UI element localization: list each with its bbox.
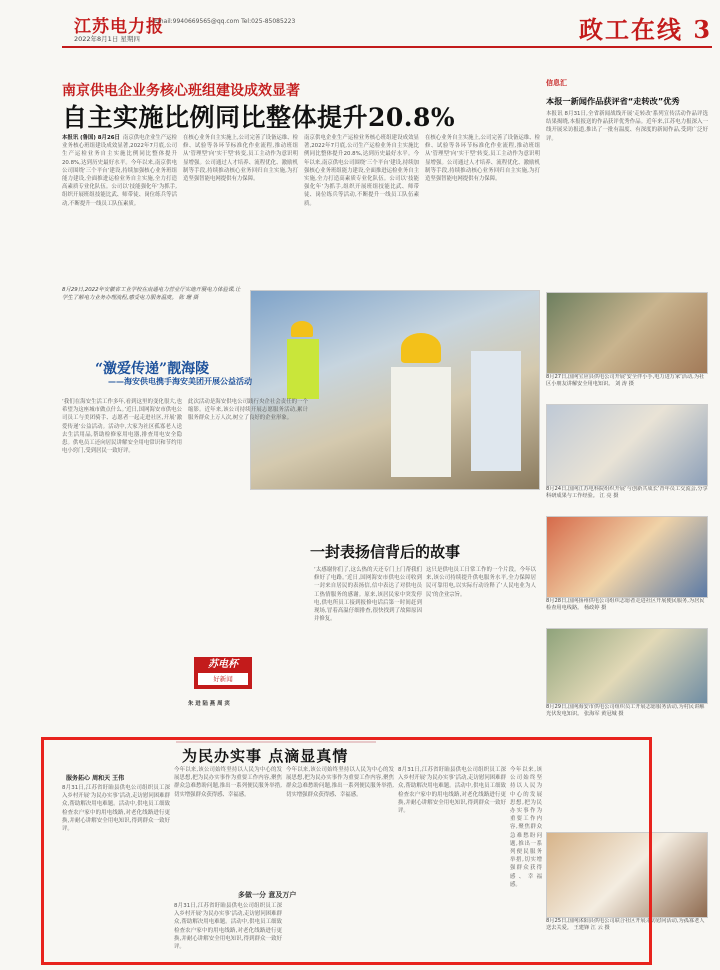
vest-graphic	[287, 339, 319, 399]
sidebar-caption-2: 8月24日,国网江苏电科院组织开展‘与创新共成长’青年员工交流会,分享科研成果与工作经验。 江 亮 摄	[546, 486, 708, 500]
sidebar-body: 本报讯 8月31日,全省新闻战线开展‘走转改’系列宣传活动作品评选结果揭晓,本报报送的作品获评优秀作品。近年来,江苏电力报深入一线开展采访报道,推出了一批有温度、有深度的新闻作品,受到广泛好评。	[546, 111, 708, 142]
sidebar-image	[546, 292, 708, 374]
sidebar-photo-2	[546, 404, 708, 510]
story1-byline: 本报讯 (鲁国) 8月26日	[62, 135, 120, 141]
shirt-graphic	[391, 367, 451, 477]
section-title: 政工在线 3	[579, 15, 713, 44]
sidebar-image	[546, 404, 708, 486]
story2-body-col1: ‘我们在海安生活工作多年,看到这里的变化很大,也希望为这座城市做点什么。’近日,国网海安市供电公司员工与美团骑手、志愿者一起走进社区,开展‘激爱传递’公益活动。活动中,大家为社区孤寡老人送去生活用品,帮助检修家用电器,排查用电安全隐患。供电员工还向居民讲解安全用电常识和节约用电小窍门,受到居民一致好评。	[62, 399, 182, 455]
story1-body-col2: 在核心业务自主实施上,公司完善了设备运维、检修、试验等各环节标准化作业流程,推动班组从‘管理型’向‘实干型’转变,员工主动作为意识明显增强。公司通过人才培养、流程优化、激励机制等手段,持续推动核心业务回归自主实施,为打造坚强智能电网提供有力保障。	[183, 135, 298, 183]
sidebar-title: 本报一新闻作品获评省“走转改”优秀	[546, 96, 680, 106]
story1-caption: 8月29日,2022年安徽省工业学校在南通电力营业厅实地开展电力体验课,让学生了解电力业务办理流程,感受电力服务温度。 陈 珊 摄	[62, 287, 241, 301]
story2-byline: 朱 进 陆 燕 周 宾	[188, 701, 230, 707]
story4-title: 为民办实事 点滴显真情	[182, 747, 349, 765]
story1-body-col1: 本报讯 (鲁国) 8月26日 南京供电企业生产运检业务核心班组建设成效显著,2022年7月底,公司生产运检业务自主实施比例同比整体提升20.8%,达到历史最好水平。今年以来,南京供电公司围绕‘三个平台’建设,持续加强核心业务班组能力建设,全面推进运检业务自主实施,全力打造高素质专业化队伍。公司以‘技能强化年’为抓手,组织开展班组技能比武、师带徒、岗位练兵等活动,不断提升一线员工队伍素质。	[62, 135, 177, 207]
story4-body-col3: 今年以来,该公司始终坚持以人民为中心的发展思想,把为民办实事作为重要工作内容,聚焦群众急难愁盼问题,推出一系列便民服务举措,切实增强群众获得感、幸福感。	[286, 767, 394, 798]
sidebar-caption-5: 8月25日,国网沭阳县供电公司联合社区开展走访慰问活动,为孤寡老人送去关爱。 王建锋 江 云 摄	[546, 918, 705, 932]
story4-body-col2b: 8月31日,江苏省盱眙县供电公司组织员工深入乡村开展‘为民办实事’活动,走访慰问困难群众,帮助解决用电难题。活动中,供电员工细致检查农户家中的用电线路,对老化线路进行更换,并耐心讲解安全用电知识,得到群众一致好评。	[174, 903, 282, 951]
masthead	[14, 8, 714, 68]
story3-body-col1: ‘太感谢你们了,这么热的天还专门上门帮我们修好了电路。’近日,国网海安市供电公司收到一封来自居民的表扬信,信中表达了对供电员工热情服务的感谢。原来,该居民家中突发停电,供电所员工接到报修电话后第一时间赶到现场,冒着高温仔细排查,很快找到了故障原因并修复。	[314, 567, 422, 623]
story4-body-col1: 8月31日,江苏省盱眙县供电公司组织员工深入乡村开展‘为民办实事’活动,走访慰问困难群众,帮助解决用电难题。活动中,供电员工细致检查农户家中的用电线路,对老化线路进行更换,并耐心讲解安全用电知识,得到群众一致好评。	[62, 785, 170, 833]
masthead-rule	[62, 46, 712, 48]
story2-subtitle: ——海安供电携手海安美团开展公益活动	[108, 377, 252, 386]
story4-body-col5: 今年以来,该公司始终坚持以人民为中心的发展思想,把为民办实事作为重要工作内容,聚焦群众急难愁盼问题,推出一系列便民服务举措,切实增强群众获得感、幸福感。	[510, 767, 542, 888]
story4-title-rule	[176, 741, 376, 743]
sidebar-caption-1: 8月27日,国网宝应县供电公司开展‘安全伴小手,电力进万家’活动,为社区小朋友讲解安全用电知识。 刘 涛 摄	[546, 374, 705, 388]
masthead-contact: Email:9940669565@qq.com Tel:025-85085223	[154, 18, 296, 25]
sidebar-caption-3: 8月28日,国网扬州供电公司组织志愿者走进社区开展便民服务,为居民检查用电线路。 杨政婷 摄	[546, 598, 705, 612]
sidebar-image	[546, 628, 708, 704]
helmet-graphic	[291, 321, 313, 337]
story3-body-col2: 这只是供电员工日常工作的一个片段。今年以来,该公司持续提升供电服务水平,全力保障居民可靠用电,以实际行动诠释了‘人民电业为人民’的企业宗旨。	[426, 567, 536, 598]
story2-kicker: “激爱传递”靓海陵	[95, 361, 210, 377]
sidebar-image	[546, 832, 708, 918]
sidebar-photo-4	[546, 628, 708, 728]
brand-name: 苏电杯	[208, 659, 238, 670]
story4-subhead: 多做一分 意及万户	[238, 891, 297, 899]
helmet-graphic	[401, 333, 441, 363]
story1-body-col4: 在核心业务自主实施上,公司完善了设备运维、检修、试验等各环节标准化作业流程,推动班组从‘管理型’向‘实干型’转变,员工主动作为意识明显增强。公司通过人才培养、流程优化、激励机制等手段,持续推动核心业务回归自主实施,为打造坚强智能电网提供有力保障。	[425, 135, 540, 183]
story4-byline: 服务拓心 周和天 王伟	[66, 775, 125, 782]
sidebar-caption-4: 8月29日,国网海安市供电公司组织员工开展志愿服务活动,为村民讲解光伏发电知识。 张海军 黄冠城 摄	[546, 704, 705, 718]
story4-body-col4: 8月31日,江苏省盱眙县供电公司组织员工深入乡村开展‘为民办实事’活动,走访慰问困难群众,帮助解决用电难题。活动中,供电员工细致检查农户家中的用电线路,对老化线路进行更换,并耐心讲解安全用电知识,得到群众一致好评。	[398, 767, 506, 815]
sidebar-image	[546, 516, 708, 598]
brand-box	[194, 657, 252, 689]
masthead-logo: 江苏电力报	[74, 17, 164, 37]
sidebar-tag: 信息汇	[546, 79, 567, 87]
story4-body-col2: 今年以来,该公司始终坚持以人民为中心的发展思想,把为民办实事作为重要工作内容,聚焦群众急难愁盼问题,推出一系列便民服务举措,切实增强群众获得感、幸福感。	[174, 767, 282, 798]
story1-kicker: 南京供电企业务核心班组建设成效显著	[62, 83, 300, 99]
sidebar-photo-5	[546, 832, 708, 942]
story1-headline: 自主实施比例同比整体提升20.8%	[62, 103, 456, 132]
masthead-date: 2022年8月1日 星期四	[74, 35, 140, 43]
sidebar-photo-3	[546, 516, 708, 622]
story3-title: 一封表扬信背后的故事	[310, 543, 461, 561]
story1-body-col3: 南京供电企业生产运检业务核心班组建设成效显著,2022年7月底,公司生产运检业务自主实施比例同比整体提升20.8%,达到历史最好水平。今年以来,南京供电公司围绕‘三个平台’建设,持续加强核心业务班组能力建设,全面推进运检业务自主实施,全力打造高素质专业化队伍。公司以‘技能强化年’为抓手,组织开展班组技能比武、师带徒、岗位练兵等活动,不断提升一线员工队伍素质。	[304, 135, 419, 207]
sidebar-photo-1	[546, 292, 708, 398]
person-graphic	[471, 351, 521, 471]
brand-tagline: 好新闻	[198, 673, 248, 685]
story2-body-col2: 此次活动是海安供电公司践行央企社会责任的一个缩影。近年来,该公司持续开展志愿服务活动,累计服务群众上万人次,树立了良好的企业形象。	[188, 399, 308, 422]
